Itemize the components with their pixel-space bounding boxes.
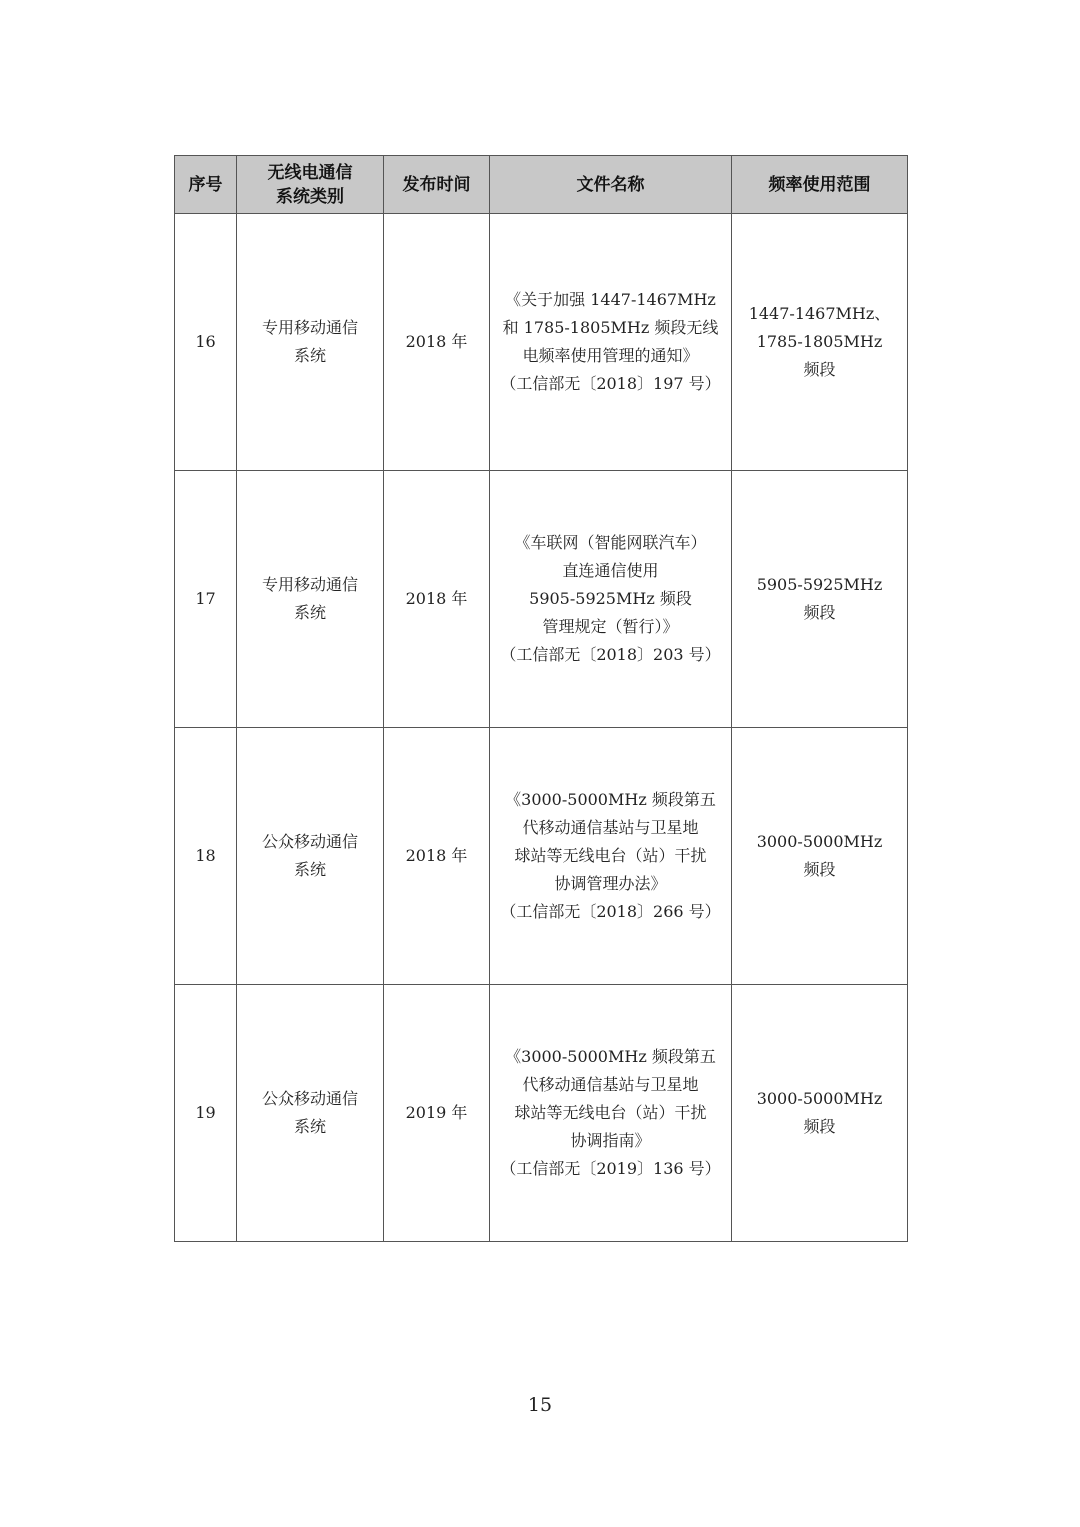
cell-document-name: 《车联网（智能网联汽车） 直连通信使用 5905-5925MHz 频段 管理规定（暂行）》 （工信部无〔2018〕203 号） <box>490 471 732 728</box>
cell-release-time: 2018 年 <box>384 214 490 471</box>
regulation-table <box>174 155 908 1242</box>
cell-document-name: 《关于加强 1447-1467MHz 和 1785-1805MHz 频段无线 电频率使用管理的通知》 （工信部无〔2018〕197 号） <box>490 214 732 471</box>
cell-release-time: 2018 年 <box>384 728 490 985</box>
table-row <box>175 985 908 1242</box>
cell-system-category: 专用移动通信 系统 <box>237 471 384 728</box>
table-body <box>175 214 908 1242</box>
table-header <box>175 156 908 214</box>
cell-release-time: 2018 年 <box>384 471 490 728</box>
header-frequency-range: 频率使用范围 <box>732 156 908 214</box>
header-release-time: 发布时间 <box>384 156 490 214</box>
header-system-category: 无线电通信 系统类别 <box>237 156 384 214</box>
table-row <box>175 214 908 471</box>
cell-frequency-range: 3000-5000MHz 频段 <box>732 985 908 1242</box>
cell-serial-number: 17 <box>175 471 237 728</box>
header-row <box>175 156 908 214</box>
header-serial-number: 序号 <box>175 156 237 214</box>
cell-system-category: 公众移动通信 系统 <box>237 728 384 985</box>
cell-system-category: 专用移动通信 系统 <box>237 214 384 471</box>
cell-serial-number: 18 <box>175 728 237 985</box>
page-number: 15 <box>527 1394 553 1416</box>
cell-serial-number: 16 <box>175 214 237 471</box>
cell-system-category: 公众移动通信 系统 <box>237 985 384 1242</box>
table-row <box>175 728 908 985</box>
cell-document-name: 《3000-5000MHz 频段第五 代移动通信基站与卫星地 球站等无线电台（站）干扰 协调指南》 （工信部无〔2019〕136 号） <box>490 985 732 1242</box>
header-document-name: 文件名称 <box>490 156 732 214</box>
cell-frequency-range: 3000-5000MHz 频段 <box>732 728 908 985</box>
cell-document-name: 《3000-5000MHz 频段第五 代移动通信基站与卫星地 球站等无线电台（站）干扰 协调管理办法》 （工信部无〔2018〕266 号） <box>490 728 732 985</box>
cell-frequency-range: 1447-1467MHz、 1785-1805MHz 频段 <box>732 214 908 471</box>
cell-serial-number: 19 <box>175 985 237 1242</box>
table-row <box>175 471 908 728</box>
cell-frequency-range: 5905-5925MHz 频段 <box>732 471 908 728</box>
cell-release-time: 2019 年 <box>384 985 490 1242</box>
